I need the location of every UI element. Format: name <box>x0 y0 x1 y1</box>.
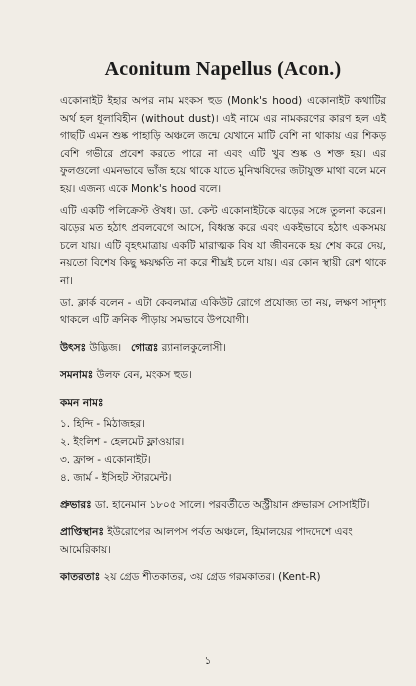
common-names-label: কমন নামঃ <box>60 396 104 409</box>
family-value: র‍্যানালকুলোসী। <box>161 341 227 354</box>
thermal-label: কাতরতাঃ <box>60 571 101 584</box>
page-title: Aconitum Napellus (Acon.) <box>104 58 342 80</box>
thermal-value: ২য় গ্রেড শীতকাতর, ৩য় গ্রেড গরমকাতর। (Kent-R) <box>103 571 321 584</box>
list-item: ৪. জার্ম - ইসিহট স্টারমেন্ট। <box>60 471 172 484</box>
list-item: ২. ইংলিশ - হেলমেট ফ্লাওয়ার। <box>60 435 185 448</box>
source-label: উৎসঃ <box>60 341 87 354</box>
page-number: ১ <box>204 654 212 667</box>
prover-label: প্রুভারঃ <box>60 498 92 511</box>
paragraph-clarke: ডা. ক্লার্ক বলেন - এটা কেবলমাত্র একিউট রোগে প্রযোজ্য তা নয়, লক্ষণ সাদৃশ্য থাকলে এটি ক্রনিক পীড়ায় সমভাবে উপযোগী। <box>60 296 386 327</box>
synonym-value: উলফ বেন, মংকস হুড। <box>96 369 192 382</box>
availability-value: ইউরোপের আলপস পর্বত অঞ্চলে, হিমালয়ের পাদদেশে এবং আমেরিকায়। <box>60 526 353 556</box>
availability-label: প্রাপ্তিস্থানঃ <box>60 526 104 539</box>
paragraph-description: এটি একটি পলিক্রেস্ট ঔষধ। ডা. কেন্ট একোনাইটকে ঝড়ের সঙ্গে তুলনা করেন। ঝড়ের মত হঠাৎ প্রবলবেগে আসে, বিধ্বস্ত করে এবং একইভাবে হঠাৎ একসময় চলে যায়। এটি বৃহৎমাত্রায় একটি মারাত্মক বিষ যা জীবনকে হয় শেষ করে দেয়, নয়তো বিশেষ কিছু ক্ষয়ক্ষতি না করে শীঘ্রই চলে যায়। এর কোন স্থায়ী রেশ থাকে না। <box>60 204 386 287</box>
synonym-label: সমনামঃ <box>60 369 94 382</box>
list-item: ১. হিন্দি - মিঠাজহর। <box>60 417 145 430</box>
synonym-line <box>60 367 386 385</box>
availability-line <box>60 524 386 559</box>
common-names-list <box>60 415 386 487</box>
list-item: ৩. ফ্রান্স - একোনাইট। <box>60 453 151 466</box>
family-label: গোত্রঃ <box>131 341 159 354</box>
paragraph-intro: একোনাইট ইহার অপর নাম মংকস হুড (Monk's hood) একোনাইট কথাটির অর্থ হল ধূলাবিহীন (without dust)। এই নামে এর নামকরণের কারণ হল এই গাছটি এমন শুষ্ক পাহাড়ি অঞ্চলে জন্মে যেখানে মাটি বেশি না থাকায় এর শিকড় বেশি গভীরে প্রবেশ করতে পারে না এবং এটি খুব শুষ্ক ও শক্ত হয়। এর ফুলগুলো এমনভাবে ভাঁজ হয়ে থাকে যাতে মুনিঋষিদের জটাযুক্ত মাথা বলে মনে হয়। এজন্য একে Monk's hood বলে। <box>60 95 386 195</box>
source-value: উদ্ভিজ। <box>89 341 122 354</box>
thermal-line <box>60 569 386 587</box>
source-line <box>60 340 386 358</box>
prover-value: ডা. হানেমান ১৮০৫ সালে। পরবর্তীতে অস্ট্রীয়ান প্রুভারস সোসাইটি। <box>94 498 370 511</box>
prover-line <box>60 497 386 515</box>
